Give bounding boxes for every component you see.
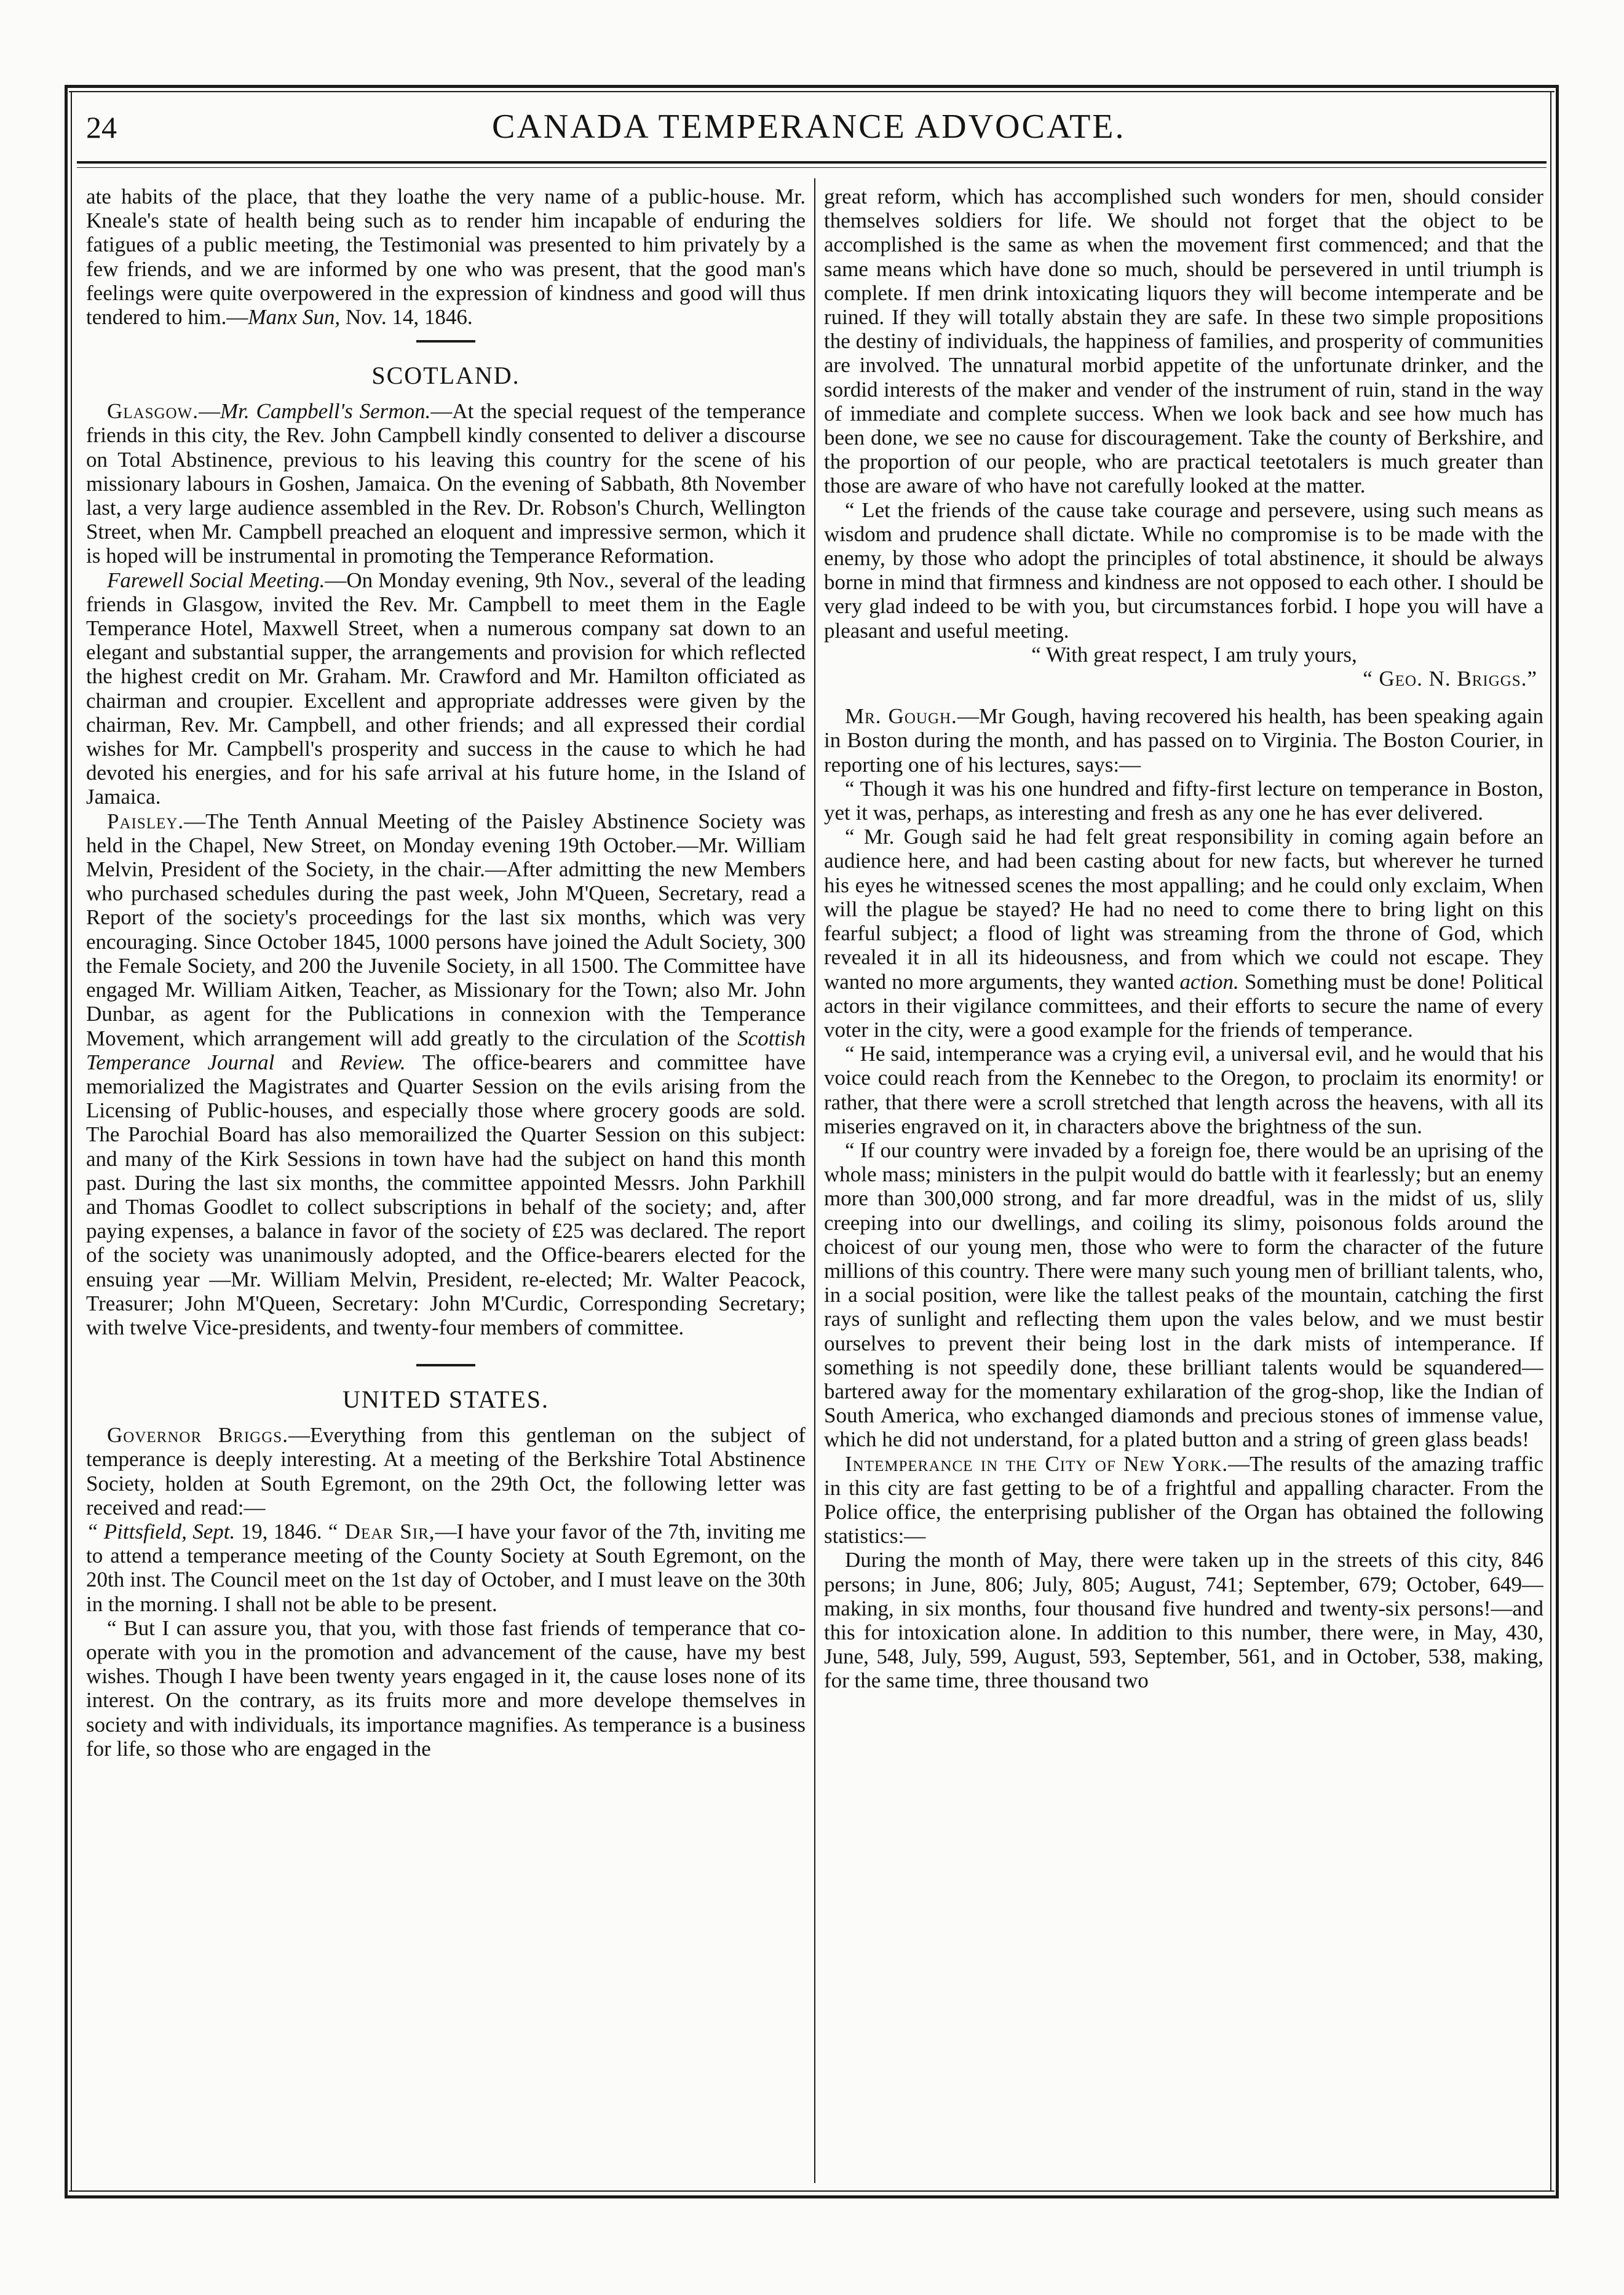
outer-frame-top xyxy=(65,85,1559,88)
paisley-review: Review. xyxy=(339,1050,406,1074)
letter-place: “ Pittsfield, Sept. xyxy=(86,1519,236,1544)
masthead-title: CANADA TEMPERANCE ADVOCATE. xyxy=(492,108,1126,146)
outer-frame-top-inner xyxy=(69,91,1555,92)
letter-paragraph-2 xyxy=(86,1616,806,1761)
manx-text: ate habits of the place, that they loathe the very name of a public-house. Mr. Kneale's state of health being such as to render him incapable of enduring the fatigues of a public meeting, the Testimonial was presented to him privately by a few friends, and we are informed by one who was present, that the good man's feelings were quite overpowered in the expression of kindness and good will thus tendered to him. xyxy=(86,184,806,330)
gough-quote-2b: Something must be done! Political actors in their vigilance committees, and their efforts to secure the name of every voter in the city, were a good example for the friends of temperance. xyxy=(824,969,1543,1042)
gough-quote-2a: “ Mr. Gough said he had felt great responsibility in coming again before an audience here, and had been casting about for new facts, but wherever he turned his eyes he witnessed scenes the most appalling; and he could only exclaim, When will the plague be stayed? He had no need to come there to bring light on this fearful subject; a flood of light was streaming from the throne of God, which revealed it in all its hideousness, and from which we could not escape. They wanted no more arguments, they wanted xyxy=(824,825,1543,994)
manx-source: Manx Sun, xyxy=(248,305,341,330)
letter-closing: “ With great respect, I am truly yours, xyxy=(1031,642,1357,667)
letter-continued: great reform, which has accomplished such wonders for men, should consider themselves soldiers for life. We should not forget that the object to be accomplished is the same as when the movement first commenced; and that the same means which have done so much, should be persevered in until triumph is complete. If men drink intoxicating liquors they will become intemperate and be ruined. If they will totally abstain they are safe. In these two simple propositions the destiny of individuals, the happiness of families, and prosperity of communities are involved. The unnatural morbid appetite of the unfortunate drinker, and the sordid interests of the maker and vender of the instrument of ruin, stand in the way of immediate and complete success. When we look back and see how much has been done, we see no cause for discouragement. Take the county of Berkshire, and the proportion of our people, who are practical teetotalers is much greater than those are aware of who have not carefully looked at the matter. xyxy=(824,184,1543,498)
header-rule-thin xyxy=(77,167,1547,168)
paisley-and: and xyxy=(274,1050,340,1074)
gough-lead: Mr. Gough. xyxy=(845,704,957,729)
letter-date: 19, 1846. xyxy=(235,1519,322,1544)
outer-frame-right-inner xyxy=(1550,91,1551,2192)
paisley-paragraph xyxy=(86,809,806,1339)
gough-action: action. xyxy=(1179,969,1239,994)
letter-continued-paragraph xyxy=(824,184,1543,498)
farewell-title: Farewell Social Meeting. xyxy=(107,568,325,592)
paisley-journal: Scottish Temperance Journal xyxy=(86,1026,806,1074)
letter-signature: “ Geo. N. Briggs.” xyxy=(1363,667,1537,691)
gough-quote-2 xyxy=(824,825,1543,1042)
nyc-body: —The results of the amazing traffic in this city are fast getting to be of a frightful and appalling character. From the Police office, the enterprising publisher of the Organ has obtained the following statistics:— xyxy=(824,1451,1543,1548)
letter-continued-paragraph-2 xyxy=(824,498,1543,643)
gough-quote-1: “ Though it was his one hundred and fifty-first lecture on temperance in Boston, yet it was, perhaps, as interesting and fresh as any one he has ever delivered. xyxy=(824,776,1543,825)
outer-frame-left-inner xyxy=(71,91,72,2192)
paisley-body-1: —The Tenth Annual Meeting of the Paisley Abstinence Society was held in the Chapel, New Street, on Monday evening 19th October.—Mr. William Melvin, President of the Society, in the chair.—After admitting the new Members who purchased schedules during the past week, John M'Queen, Secretary, read a Report of the society's proceedings for the last six months, which was very encouraging. Since October 1845, 1000 persons have joined the Adult Society, 300 the Female Society, and 200 the Juvenile Society, in all 1500. The Committee have engaged Mr. William Aitken, Teacher, as Missionary for the Town; also Mr. John Dunbar, as agent for the Publications in connexion with the Temperance Movement, which arrangement will add greatly to the circulation of the xyxy=(86,809,806,1050)
farewell-body: —On Monday evening, 9th Nov., several of the leading friends in Glasgow, invited the Rev. Mr. Campbell to meet them in the Eagle Temperance Hotel, Maxwell Street, when a numerous company sat down to an elegant and substantial supper, the arrangements and provision for which reflected the highest credit on Mr. Graham. Mr. Crawford and Mr. Hamilton officiated as chairman and croupier. Excellent and appropriate addresses were given by the chairman, Rev. Mr. Campbell, and other friends; and all expressed their cordial wishes for Mr. Campbell's prosperity and success in the cause to which he had devoted his energies, and for his safe arrival at his future home, in the Island of Jamaica. xyxy=(86,568,806,809)
gough-body: —Mr Gough, having recovered his health, has been speaking again in Boston during the month, and has passed on to Virginia. The Boston Courier, in reporting one of his lectures, says:— xyxy=(824,704,1543,777)
glasgow-lead: Glasgow. xyxy=(107,399,199,424)
gough-quote-3: “ He said, intemperance was a crying evil, a universal evil, and he would that his voice could reach from the Kennebec to the Oregon, to proclaim its enormity! or rather, that there were a scroll stretched that length across the heavens, with all its miseries engraved on it, in characters above the brightness of the sun. xyxy=(824,1042,1543,1138)
section-rule xyxy=(416,1364,475,1366)
letter-body-2: “ But I can assure you, that you, with those fast friends of temperance that co-operate with you in the promotion and advancement of the cause, have my best wishes. Though I have been twenty years engaged in it, the cause loses none of its interest. On the contrary, as its fruits more and more develope themselves in society and with individuals, its importance magnifies. As temperance is a business for life, so those who are engaged in the xyxy=(86,1615,806,1761)
letter-paragraph xyxy=(86,1520,806,1616)
spacer xyxy=(86,1339,806,1353)
letter-continued-2: “ Let the friends of the cause take courage and persevere, using such means as wisdom and prudence shall dictate. While no compromise is to be made with the enemy, by those who adopt the principles of total abstinence, it should be always borne in mind that firmness and kindness are not opposed to each other. I should be very glad indeed to be with you, but circumstances forbid. I hope you will have a pleasant and useful meeting. xyxy=(824,497,1543,643)
glasgow-paragraph: Glasgow.—Mr. Campbell's Sermon.—At the special request of the temperance friends in this city, the Rev. John Campbell kindly consented to deliver a discourse on Total Abstinence, previous to his leaving this country for the scene of his missionary labours in Goshen, Jamaica. On the evening of Sabbath, 8th November last, a very large audience assembled in the Rev. Dr. Robson's Church, Wellington Street, when Mr. Campbell preached an eloquent and impressive sermon, which it is hoped will be instrumental in promoting the Temperance Reformation. xyxy=(86,399,806,568)
outer-frame-left xyxy=(65,85,68,2198)
nyc-paragraph xyxy=(824,1452,1543,1548)
spacer xyxy=(824,691,1543,704)
nyc-lead: Intemperance in the City of New York. xyxy=(845,1451,1229,1476)
nyc-statistics: During the month of May, there were taken up in the streets of this city, 846 persons; in June, 806; July, 805; August, 741; September, 679; October, 649—making, in six months, four thousand five hundred and twenty-six persons!—and this for intoxication alone. In addition to this number, there were, in May, 430, June, 548, July, 599, August, 593, September, 561, and in October, 538, making, for the same time, three thousand two xyxy=(824,1548,1543,1693)
letter-salutation: “ Dear Sir, xyxy=(322,1519,435,1544)
section-rule xyxy=(416,340,475,343)
section-heading-united-states: UNITED STATES. xyxy=(343,1385,549,1414)
briggs-lead: Governor Briggs. xyxy=(107,1423,288,1448)
outer-frame-bottom-inner xyxy=(69,2190,1555,2192)
header-rule xyxy=(77,161,1547,164)
section-heading-scotland: SCOTLAND. xyxy=(371,362,520,390)
letter-body-1: —I have your favor of the 7th, inviting me to attend a temperance meeting of the County Society at South Egremont, on the 20th inst. The Council meet on the 1st day of October, and I must leave on the 30th in the morning. I shall not be able to be present. xyxy=(86,1519,806,1616)
gough-paragraph xyxy=(824,704,1543,777)
page-number: 24 xyxy=(86,110,117,145)
right-column xyxy=(824,184,1543,2146)
column-divider xyxy=(814,178,815,2183)
left-column xyxy=(86,184,806,2146)
outer-frame-bottom xyxy=(65,2195,1559,2198)
outer-frame-right xyxy=(1556,85,1559,2198)
paisley-lead: Paisley. xyxy=(107,809,184,833)
glasgow-title: Mr. Campbell's Sermon. xyxy=(220,399,431,424)
gough-quote-4: “ If our country were invaded by a foreign foe, there would be an uprising of the whole mass; ministers in the pulpit would do battle with it fearlessly; but an enemy more than 300,000 strong, and far more dreadful, was in the midst of us, slily creeping into our dwellings, and coiling its slimy, poisonous folds around the choicest of our young men, those who were to form the character of the future millions of this country. There were many such young men of brilliant talents, who, in a social position, were like the tallest peaks of the mountain, catching the first rays of sunlight and reflecting them upon the vales below, and we must bestir ourselves to prevent their being lost in the dark mists of intemperance. If something is not speedily done, these brilliant talents would be squandered—bartered away for the momentary exhilaration of the grog-shop, like the Indian of South America, who exchanged diamonds and precious stones of immense value, which he did not understand, for a plated button and a string of green glass beads! xyxy=(824,1138,1543,1452)
paisley-body-2: The office-bearers and committee have memorialized the Magistrates and Quarter Session on the evils arising from the Licensing of Public-houses, and especially those where grocery goods are sold. The Parochial Board has also memorailized the Quarter Session on this subject: and many of the Kirk Sessions in town have had the subject on hand this month past. During the last six months, the committee appointed Messrs. John Parkhill and Thomas Goodlet to collect subscriptions in behalf of the society; and, after paying expenses, a balance in favor of the society of £25 was declared. The report of the society was unanimously adopted, and the Office-bearers elected for the ensuing year —Mr. William Melvin, President, re-elected; Mr. Walter Peacock, Treasurer; John M'Queen, Secretary: John M'Curdic, Corresponding Secretary; with twelve Vice-presidents, and twenty-four members of committee. xyxy=(86,1050,806,1339)
briggs-paragraph xyxy=(86,1423,806,1520)
manx-date: Nov. 14, 1846. xyxy=(340,305,473,330)
farewell-paragraph xyxy=(86,568,806,809)
briggs-body: —Everything from this gentleman on the subject of temperance is deeply interesting. At a meeting of the Berkshire Total Abstinence Society, holden at South Egremont, on the 29th Oct, the following letter was received and read:— xyxy=(86,1423,806,1520)
glasgow-body: —At the special request of the temperance friends in this city, the Rev. John Campbell kindly consented to deliver a discourse on Total Abstinence, previous to his leaving this country for the scene of his missionary labours in Goshen, Jamaica. On the evening of Sabbath, 8th November last, a very large audience assembled in the Rev. Dr. Robson's Church, Wellington Street, when Mr. Campbell preached an eloquent and impressive sermon, which it is hoped will be instrumental in promoting the Temperance Reformation. xyxy=(86,399,806,568)
manx-paragraph: ate habits of the place, that they loathe the very name of a public-house. Mr. Kneale's state of health being such as to render him incapable of enduring the fatigues of a public meeting, the Testimonial was presented to him privately by a few friends, and we are informed by one who was present, that the good man's feelings were quite overpowered in the expression of kindness and good will thus tendered to him.—Manx Sun, Nov. 14, 1846. xyxy=(86,184,806,330)
